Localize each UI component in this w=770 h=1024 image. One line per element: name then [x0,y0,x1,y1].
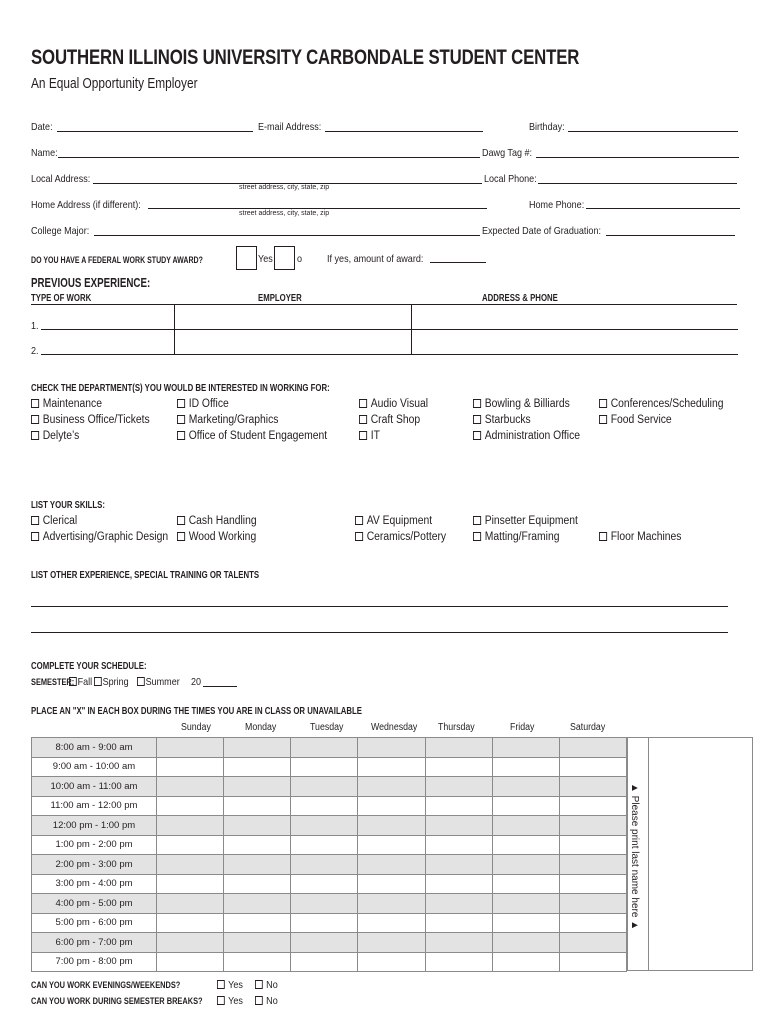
schedule-cell[interactable] [492,816,559,836]
departments-heading: CHECK THE DEPARTMENT(S) YOU WOULD BE INTERESTED IN WORKING FOR: [31,383,330,394]
schedule-cell[interactable] [358,738,425,758]
email-field[interactable] [325,131,483,132]
checkbox[interactable] [473,431,481,440]
experience-row-2[interactable] [41,354,738,355]
dept-administration[interactable]: Administration Office [473,430,580,442]
schedule-cell[interactable] [224,757,291,777]
checkbox[interactable] [599,415,607,424]
schedule-cell[interactable] [492,835,559,855]
work-study-no-label: o [297,253,303,265]
schedule-cell[interactable] [358,855,425,875]
breaks-no[interactable]: No [255,995,278,1007]
skill-floor-machines[interactable]: Floor Machines [599,531,681,543]
time-slot-label: 2:00 pm - 3:00 pm [32,855,157,875]
dept-audio-visual[interactable]: Audio Visual [359,398,428,410]
time-slot-label: 7:00 pm - 8:00 pm [32,952,157,972]
checkbox[interactable] [177,431,185,440]
schedule-cell[interactable] [157,874,224,894]
day-sunday: Sunday [181,722,211,733]
award-amount-field[interactable] [430,262,486,263]
schedule-cell[interactable] [291,894,358,914]
evenings-question: CAN YOU WORK EVENINGS/WEEKENDS? [31,980,181,991]
schedule-cell[interactable] [358,777,425,797]
skill-pinsetter[interactable]: Pinsetter Equipment [473,515,578,527]
time-slot-label: 6:00 pm - 7:00 pm [32,933,157,953]
schedule-cell[interactable] [157,796,224,816]
skill-ceramics[interactable]: Ceramics/Pottery [355,531,446,543]
schedule-row [32,894,627,914]
checkbox[interactable] [31,399,39,408]
dept-marketing[interactable]: Marketing/Graphics [177,414,278,426]
checkbox[interactable] [355,532,363,541]
schedule-cell[interactable] [291,777,358,797]
dept-starbucks[interactable]: Starbucks [473,414,531,426]
graduation-field[interactable] [606,235,735,236]
schedule-row [32,777,627,797]
checkbox[interactable] [177,516,185,525]
dept-id-office[interactable]: ID Office [177,398,229,410]
schedule-cell[interactable] [425,757,492,777]
schedule-cell[interactable] [425,913,492,933]
schedule-row [32,835,627,855]
schedule-cell[interactable] [291,816,358,836]
award-amount-label: If yes, amount of award: [327,253,424,265]
checkbox[interactable] [137,677,145,686]
schedule-cell[interactable] [224,855,291,875]
schedule-cell[interactable] [492,874,559,894]
checkbox[interactable] [599,399,607,408]
schedule-cell[interactable] [291,874,358,894]
college-major-label: College Major: [31,225,90,237]
schedule-row [32,816,627,836]
schedule-cell[interactable] [492,738,559,758]
schedule-cell[interactable] [425,816,492,836]
schedule-grid [31,737,627,972]
dept-delytes[interactable]: Delyte’s [31,430,79,442]
experience-row-1[interactable] [41,329,738,330]
schedule-cell[interactable] [425,796,492,816]
birthday-field[interactable] [568,131,738,132]
work-study-yes-label: Yes [258,253,273,265]
schedule-cell[interactable] [358,757,425,777]
checkbox[interactable] [31,532,39,541]
time-slot-label: 4:00 pm - 5:00 pm [32,894,157,914]
schedule-row [32,874,627,894]
dept-bowling[interactable]: Bowling & Billiards [473,398,570,410]
schedule-row [32,738,627,758]
schedule-cell[interactable] [157,913,224,933]
dept-food-service[interactable]: Food Service [599,414,672,426]
dept-it[interactable]: IT [359,430,380,442]
skill-av-equipment[interactable]: AV Equipment [355,515,432,527]
local-phone-field[interactable] [538,183,737,184]
time-slot-label: 8:00 am - 9:00 am [32,738,157,758]
checkbox[interactable] [473,399,481,408]
date-field[interactable] [57,131,253,132]
schedule-heading: COMPLETE YOUR SCHEDULE: [31,661,147,672]
schedule-cell[interactable] [224,796,291,816]
schedule-cell[interactable] [224,816,291,836]
schedule-cell[interactable] [492,913,559,933]
home-phone-label: Home Phone: [529,199,585,211]
schedule-cell[interactable] [492,777,559,797]
checkbox[interactable] [359,415,367,424]
work-study-no-checkbox[interactable] [274,246,295,270]
checkbox[interactable] [355,516,363,525]
local-phone-label: Local Phone: [484,173,537,185]
checkbox[interactable] [177,532,185,541]
checkbox[interactable] [255,980,263,989]
schedule-cell[interactable] [157,835,224,855]
schedule-cell[interactable] [358,816,425,836]
experience-col-employer: EMPLOYER [258,293,302,304]
schedule-row [32,855,627,875]
experience-header-rule [31,304,737,305]
time-slot-label: 3:00 pm - 4:00 pm [32,874,157,894]
schedule-cell[interactable] [358,952,425,972]
work-study-yes-checkbox[interactable] [236,246,257,270]
schedule-cell[interactable] [157,738,224,758]
checkbox[interactable] [177,415,185,424]
schedule-row [32,933,627,953]
schedule-cell[interactable] [425,894,492,914]
home-address-field[interactable] [148,208,487,209]
day-friday: Friday [510,722,535,733]
semester-summer[interactable]: Summer [137,676,180,688]
schedule-cell[interactable] [425,855,492,875]
schedule-cell[interactable] [157,816,224,836]
home-address-label: Home Address (if different): [31,199,141,211]
semester-spring[interactable]: Spring [94,676,129,688]
schedule-cell[interactable] [492,796,559,816]
schedule-cell[interactable] [291,952,358,972]
schedule-cell[interactable] [358,933,425,953]
dept-maintenance[interactable]: Maintenance [31,398,102,410]
schedule-cell[interactable] [559,894,626,914]
graduation-label: Expected Date of Graduation: [482,225,601,237]
other-experience-line-2[interactable] [31,632,728,633]
time-slot-label: 12:00 pm - 1:00 pm [32,816,157,836]
checkbox[interactable] [599,532,607,541]
schedule-cell[interactable] [425,835,492,855]
skill-wood-working[interactable]: Wood Working [177,531,256,543]
form-title: SOUTHERN ILLINOIS UNIVERSITY CARBONDALE STUDENT CENTER [31,46,580,69]
schedule-cell[interactable] [358,874,425,894]
schedule-cell[interactable] [157,894,224,914]
schedule-cell[interactable] [224,874,291,894]
checkbox[interactable] [359,431,367,440]
other-experience-line-1[interactable] [31,606,728,607]
time-slot-label: 10:00 am - 11:00 am [32,777,157,797]
schedule-cell[interactable] [224,777,291,797]
evenings-no[interactable]: No [255,979,278,991]
checkbox[interactable] [473,516,481,525]
work-study-question: DO YOU HAVE A FEDERAL WORK STUDY AWARD? [31,255,203,265]
schedule-cell[interactable] [291,933,358,953]
skill-cash-handling[interactable]: Cash Handling [177,515,257,527]
schedule-cell[interactable] [291,855,358,875]
schedule-cell[interactable] [425,952,492,972]
schedule-cell[interactable] [224,913,291,933]
breaks-question: CAN YOU WORK DURING SEMESTER BREAKS? [31,996,203,1007]
schedule-cell[interactable] [425,933,492,953]
schedule-row [32,952,627,972]
checkbox[interactable] [217,980,225,989]
day-monday: Monday [245,722,277,733]
birthday-label: Birthday: [529,121,565,133]
email-label: E-mail Address: [258,121,322,133]
schedule-cell[interactable] [559,796,626,816]
schedule-cell[interactable] [559,913,626,933]
checkbox[interactable] [177,399,185,408]
schedule-cell[interactable] [492,894,559,914]
day-saturday: Saturday [570,722,606,733]
time-slot-label: 5:00 pm - 6:00 pm [32,913,157,933]
semester-fall[interactable]: Fall [69,676,92,688]
time-slot-label: 1:00 pm - 2:00 pm [32,835,157,855]
schedule-cell[interactable] [291,796,358,816]
schedule-cell[interactable] [358,796,425,816]
schedule-cell[interactable] [492,952,559,972]
schedule-cell[interactable] [358,913,425,933]
last-name-instruction: ▲ Please print last name here ▲ [629,783,640,931]
home-address-hint: street address, city, state, zip [239,210,330,217]
schedule-cell[interactable] [492,855,559,875]
local-address-hint: street address, city, state, zip [239,184,330,191]
dept-student-engagement[interactable]: Office of Student Engagement [177,430,327,442]
schedule-row [32,796,627,816]
schedule-cell[interactable] [157,855,224,875]
time-slot-label: 11:00 am - 12:00 pm [32,796,157,816]
dawg-tag-field[interactable] [536,157,739,158]
schedule-row [32,757,627,777]
experience-col-type: TYPE OF WORK [31,293,92,304]
schedule-cell[interactable] [157,933,224,953]
schedule-cell[interactable] [425,777,492,797]
checkbox[interactable] [255,996,263,1005]
schedule-cell[interactable] [291,738,358,758]
experience-row-1-label: 1. [31,320,39,332]
dept-conferences[interactable]: Conferences/Scheduling [599,398,723,410]
schedule-cell[interactable] [559,933,626,953]
checkbox[interactable] [473,532,481,541]
semester-year-field[interactable] [203,686,237,687]
schedule-cell[interactable] [291,913,358,933]
schedule-cell[interactable] [559,835,626,855]
time-slot-label: 9:00 am - 10:00 am [32,757,157,777]
local-address-label: Local Address: [31,173,91,185]
semester-label: SEMESTER: [31,677,75,688]
schedule-cell[interactable] [157,952,224,972]
experience-row-2-label: 2. [31,345,39,357]
schedule-cell[interactable] [157,757,224,777]
experience-heading: PREVIOUS EXPERIENCE: [31,276,151,290]
schedule-cell[interactable] [224,933,291,953]
skill-clerical[interactable]: Clerical [31,515,77,527]
schedule-cell[interactable] [224,894,291,914]
other-experience-heading: LIST OTHER EXPERIENCE, SPECIAL TRAINING OR TALENTS [31,570,260,581]
checkbox[interactable] [31,415,39,424]
form-subtitle: An Equal Opportunity Employer [31,76,198,92]
schedule-cell[interactable] [559,738,626,758]
dept-business-office[interactable]: Business Office/Tickets [31,414,150,426]
day-tuesday: Tuesday [310,722,344,733]
college-major-field[interactable] [94,235,480,236]
schedule-cell[interactable] [492,757,559,777]
schedule-cell[interactable] [559,855,626,875]
schedule-cell[interactable] [559,952,626,972]
schedule-cell[interactable] [425,738,492,758]
schedule-cell[interactable] [224,952,291,972]
name-field[interactable] [58,157,480,158]
schedule-cell[interactable] [425,874,492,894]
checkbox[interactable] [359,399,367,408]
semester-year-label: 20 [191,676,202,688]
schedule-instruction: PLACE AN "X" IN EACH BOX DURING THE TIMES YOU ARE IN CLASS OR UNAVAILABLE [31,706,362,717]
skill-advertising[interactable]: Advertising/Graphic Design [31,531,168,543]
skill-matting[interactable]: Matting/Framing [473,531,559,543]
schedule-cell[interactable] [224,738,291,758]
checkbox[interactable] [94,677,102,686]
name-label: Name: [31,147,58,159]
schedule-cell[interactable] [559,757,626,777]
schedule-cell[interactable] [559,874,626,894]
schedule-cell[interactable] [559,777,626,797]
checkbox[interactable] [31,431,39,440]
evenings-yes[interactable]: Yes [217,979,243,991]
schedule-cell[interactable] [291,835,358,855]
schedule-row [32,913,627,933]
checkbox[interactable] [31,516,39,525]
day-thursday: Thursday [438,722,475,733]
experience-col-address: ADDRESS & PHONE [482,293,558,304]
dawg-tag-label: Dawg Tag #: [482,147,533,159]
schedule-cell[interactable] [358,894,425,914]
checkbox[interactable] [473,415,481,424]
dept-craft-shop[interactable]: Craft Shop [359,414,420,426]
checkbox[interactable] [69,677,77,686]
skills-heading: LIST YOUR SKILLS: [31,500,105,511]
schedule-cell[interactable] [157,777,224,797]
schedule-cell[interactable] [224,835,291,855]
schedule-cell[interactable] [492,933,559,953]
checkbox[interactable] [217,996,225,1005]
date-label: Date: [31,121,53,133]
schedule-cell[interactable] [358,835,425,855]
schedule-cell[interactable] [291,757,358,777]
last-name-field[interactable] [649,737,753,971]
day-wednesday: Wednesday [371,722,418,733]
breaks-yes[interactable]: Yes [217,995,243,1007]
schedule-cell[interactable] [559,816,626,836]
home-phone-field[interactable] [586,208,740,209]
